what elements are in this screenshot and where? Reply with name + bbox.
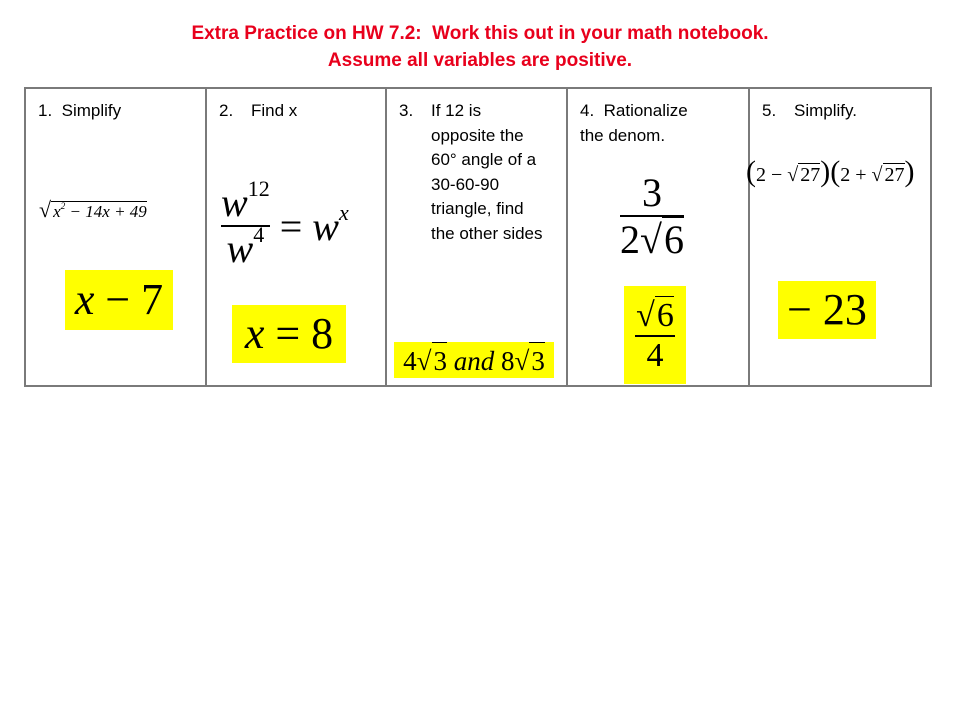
problem-5-expression: (2 − √ 27)(2 + √ 27) xyxy=(746,155,915,188)
problem-4-expression: $\frac{3}{2√6}$ xyxy=(620,170,684,262)
problem-1-label: 1. Simplify xyxy=(38,101,122,120)
problem-2-cell xyxy=(206,88,386,386)
problem-5-cell xyxy=(746,88,931,386)
problem-5-answer: − 23 xyxy=(778,281,876,339)
problem-4-answer: $\frac{√6}{4}$ xyxy=(624,286,686,384)
problem-3-answer: 4√3 and 8√3 xyxy=(394,342,554,378)
problem-5-label: 5. Simplify. xyxy=(762,101,857,120)
problem-1-cell xyxy=(25,88,206,386)
problem-4-label: 4. Rationalize the denom. xyxy=(580,101,688,145)
problem-3-label: 3. If 12 is opposite the 60° angle of a 30-60-90 triangle, find the other sides xyxy=(399,101,543,243)
problems-table xyxy=(24,87,932,387)
radical-sign: √ xyxy=(39,197,52,222)
problem-1-expression: √ $x^2 - 14x + 49$ xyxy=(39,197,147,222)
problem-2-expression: $\frac{w^{12}}{w^4}$ = $w^x$ xyxy=(221,176,349,271)
problem-2-answer: x = 8 xyxy=(232,305,346,363)
worksheet-title xyxy=(0,20,960,74)
problem-1-answer: x − 7 xyxy=(65,270,173,330)
title-line-2: Assume all variables are positive. xyxy=(327,50,633,71)
problem-4-cell xyxy=(567,88,749,386)
title-line-1: Extra Practice on HW 7.2: Work this out in your math notebook. xyxy=(191,23,769,44)
problem-3-cell xyxy=(386,88,567,386)
problem-2-label: 2. Find x xyxy=(219,101,298,120)
